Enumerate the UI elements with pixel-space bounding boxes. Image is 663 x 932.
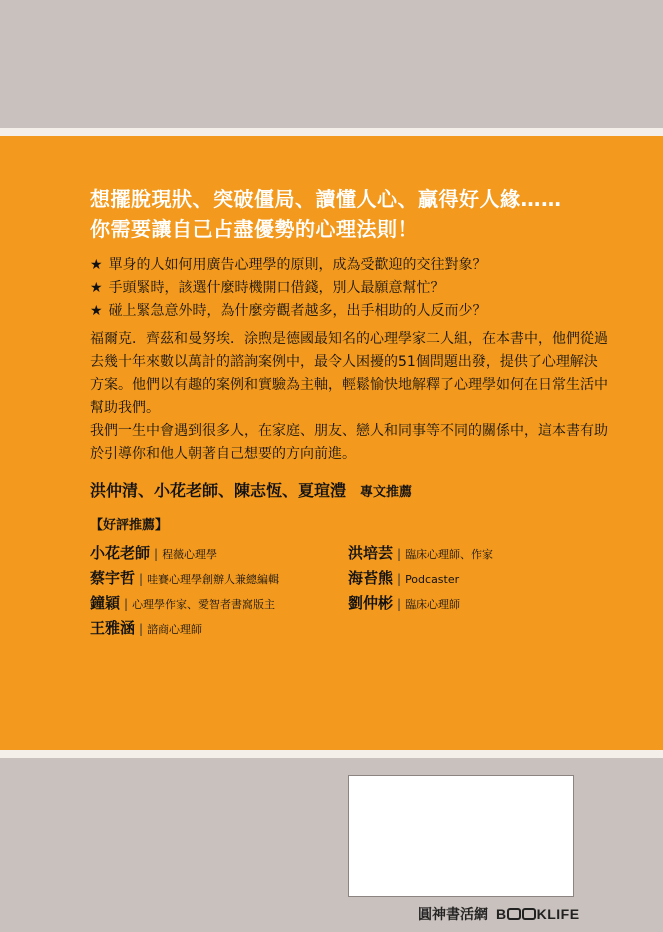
reviewer-name: 鐘穎 (90, 594, 121, 612)
reviews-title: 【好評推薦】 (90, 518, 169, 533)
reviewer-item (348, 592, 460, 613)
reviewer-name: 蔡宇哲 (90, 569, 136, 587)
brand-text-end: KLIFE (536, 906, 580, 922)
reviewer-separator: | (397, 597, 402, 611)
reviewer-item (90, 592, 275, 613)
publisher-name: 圓神書活網 (418, 907, 488, 923)
orange-content-panel (0, 136, 663, 750)
brand-text-start: B (496, 906, 507, 922)
bullet-item (90, 254, 610, 277)
reviewer-name: 劉仲彬 (348, 594, 394, 612)
recommendation-line (90, 478, 412, 501)
bottom-divider-stripe (0, 750, 663, 758)
reviewer-name: 王雅涵 (90, 619, 136, 637)
headline-line-1: 想擺脫現狀、突破僵局、讀懂人心、贏得好人緣…… (90, 187, 562, 211)
headline (90, 184, 610, 244)
recommendation-suffix: 專文推薦 (360, 485, 413, 500)
reviewer-item (90, 542, 217, 563)
reviewer-item (348, 542, 493, 563)
top-divider-stripe (0, 128, 663, 136)
barcode-price-box (348, 775, 574, 897)
publisher-brand (496, 906, 580, 922)
publisher-logo (418, 904, 580, 924)
reviewer-role: 諮商心理師 (147, 623, 203, 636)
bullet-list (90, 254, 610, 323)
bullet-text: 手頭緊時，該選什麼時機開口借錢，別人最願意幫忙？ (108, 280, 445, 296)
description (90, 328, 610, 466)
book-infinity-icon (522, 908, 536, 920)
reviewer-role: 心理學作家、愛智者書窩版主 (132, 598, 276, 611)
bullet-item (90, 277, 610, 300)
bottom-band (0, 758, 663, 932)
reviewer-separator: | (139, 572, 144, 586)
reviewer-item (90, 617, 202, 638)
star-icon: ★ (90, 257, 103, 273)
description-paragraph-2: 我們一生中會遇到很多人，在家庭、朋友、戀人和同事等不同的關係中，這本書有助於引導你和他人朝著自己想要的方向前進。 (90, 423, 608, 462)
bullet-text: 碰上緊急意外時，為什麼旁觀者越多，出手相助的人反而少？ (108, 303, 487, 319)
reviewer-separator: | (397, 547, 402, 561)
book-infinity-icon (507, 908, 521, 920)
bullet-item (90, 300, 610, 323)
reviewer-name: 海苔熊 (348, 569, 394, 587)
reviewer-role: 程薇心理學 (162, 548, 218, 561)
star-icon: ★ (90, 280, 103, 296)
reviewer-item (348, 567, 459, 588)
reviewer-item (90, 567, 279, 588)
reviewer-separator: | (139, 622, 144, 636)
top-band (0, 0, 663, 128)
reviewer-role: 哇賽心理學創辦人兼總編輯 (147, 573, 280, 586)
reviewer-name: 洪培芸 (348, 544, 394, 562)
recommenders: 洪仲清、小花老師、陳志恆、夏瑄澧 (90, 481, 347, 500)
reviewer-name: 小花老師 (90, 544, 151, 562)
bullet-text: 單身的人如何用廣告心理學的原則，成為受歡迎的交往對象？ (108, 257, 487, 273)
headline-line-2: 你需要讓自己占盡優勢的心理法則！ (90, 217, 418, 241)
star-icon: ★ (90, 303, 103, 319)
reviewer-role: 臨床心理師 (405, 598, 461, 611)
reviewer-role: Podcaster (405, 573, 460, 586)
reviewer-separator: | (397, 572, 402, 586)
description-paragraph-1: 福爾克．齊茲和曼努埃．涂煦是德國最知名的心理學家二人組，在本書中，他們從過去幾十年來數以萬計的諮詢案例中，最令人困擾的51個問題出發，提供了心理解決方案。他們以有趣的案例和實驗為主軸，輕鬆愉快地解釋了心理學如何在日常生活中幫助我們。 (90, 331, 608, 416)
reviewer-separator: | (124, 597, 129, 611)
reviewer-separator: | (154, 547, 159, 561)
reviewer-role: 臨床心理師、作家 (405, 548, 494, 561)
